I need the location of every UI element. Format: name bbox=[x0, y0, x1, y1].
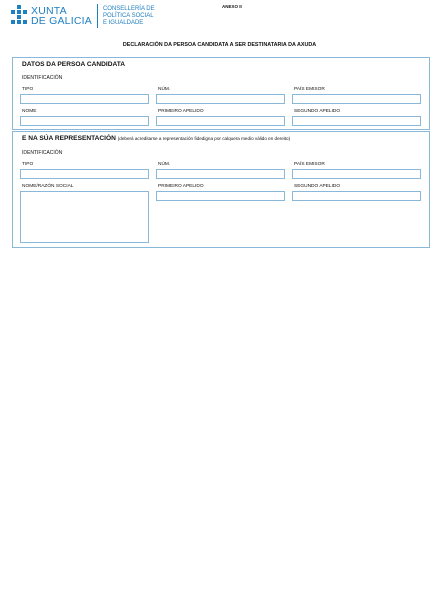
section1-subtitle: IDENTIFICACIÓN bbox=[22, 75, 63, 81]
dept-line2: POLÍTICA SOCIAL bbox=[102, 12, 154, 19]
logo-divider bbox=[97, 4, 98, 28]
rep-segundo-apelido-label: SEGUNDO APELIDO bbox=[294, 184, 341, 189]
dept-line3: E IGUALDADE bbox=[102, 19, 144, 26]
tipo-label: TIPO bbox=[22, 87, 34, 92]
dept-line1: CONSELLERÍA DE bbox=[102, 5, 155, 12]
rep-nome-razon-social-field[interactable] bbox=[20, 191, 149, 243]
primeiro-apelido-label: PRIMEIRO APELIDO bbox=[158, 109, 204, 114]
logo-line2: DE GALICIA bbox=[31, 15, 92, 27]
rep-segundo-apelido-field[interactable] bbox=[292, 191, 421, 201]
section2-title bbox=[22, 135, 290, 142]
pais-emisor-label: PAÍS EMISOR bbox=[294, 87, 325, 92]
segundo-apelido-field[interactable] bbox=[292, 116, 421, 126]
section2-note: (deberá acreditarse a representación fidedigna por calquera medio válido en dereito) bbox=[117, 136, 291, 141]
rep-primeiro-apelido-field[interactable] bbox=[156, 191, 285, 201]
nome-field[interactable] bbox=[20, 116, 149, 126]
rep-num-field[interactable] bbox=[156, 169, 285, 179]
document-title: DECLARACIÓN DA PERSOA CANDIDATA A SER DESTINATARIA DA AXUDA bbox=[122, 42, 317, 48]
tipo-field[interactable] bbox=[20, 94, 149, 104]
num-label: NÚM. bbox=[158, 87, 171, 92]
segundo-apelido-label: SEGUNDO APELIDO bbox=[294, 109, 341, 114]
rep-num-label: NÚM. bbox=[158, 162, 171, 167]
rep-pais-emisor-label: PAÍS EMISOR bbox=[294, 162, 325, 167]
logo-line1: XUNTA bbox=[31, 5, 67, 17]
department-name bbox=[103, 6, 155, 27]
representative-section bbox=[12, 131, 430, 248]
rep-nome-label: NOME/RAZÓN SOCIAL bbox=[22, 184, 74, 189]
section1-title: DATOS DA PERSOA CANDIDATA bbox=[22, 61, 126, 68]
rep-primeiro-apelido-label: PRIMEIRO APELIDO bbox=[158, 184, 204, 189]
rep-pais-emisor-field[interactable] bbox=[292, 169, 421, 179]
xunta-cross-icon bbox=[11, 5, 27, 27]
annex-label: ANEXO II bbox=[222, 4, 242, 9]
candidate-data-section bbox=[12, 57, 430, 130]
num-field[interactable] bbox=[156, 94, 285, 104]
rep-tipo-field[interactable] bbox=[20, 169, 149, 179]
nome-label: NOME bbox=[22, 109, 37, 114]
pais-emisor-field[interactable] bbox=[292, 94, 421, 104]
section2-subtitle: IDENTIFICACIÓN bbox=[22, 150, 63, 156]
rep-tipo-label: TIPO bbox=[22, 162, 34, 167]
section2-title-text: E NA SÚA REPRESENTACIÓN bbox=[22, 135, 116, 142]
primeiro-apelido-field[interactable] bbox=[156, 116, 285, 126]
xunta-logo bbox=[11, 3, 155, 29]
